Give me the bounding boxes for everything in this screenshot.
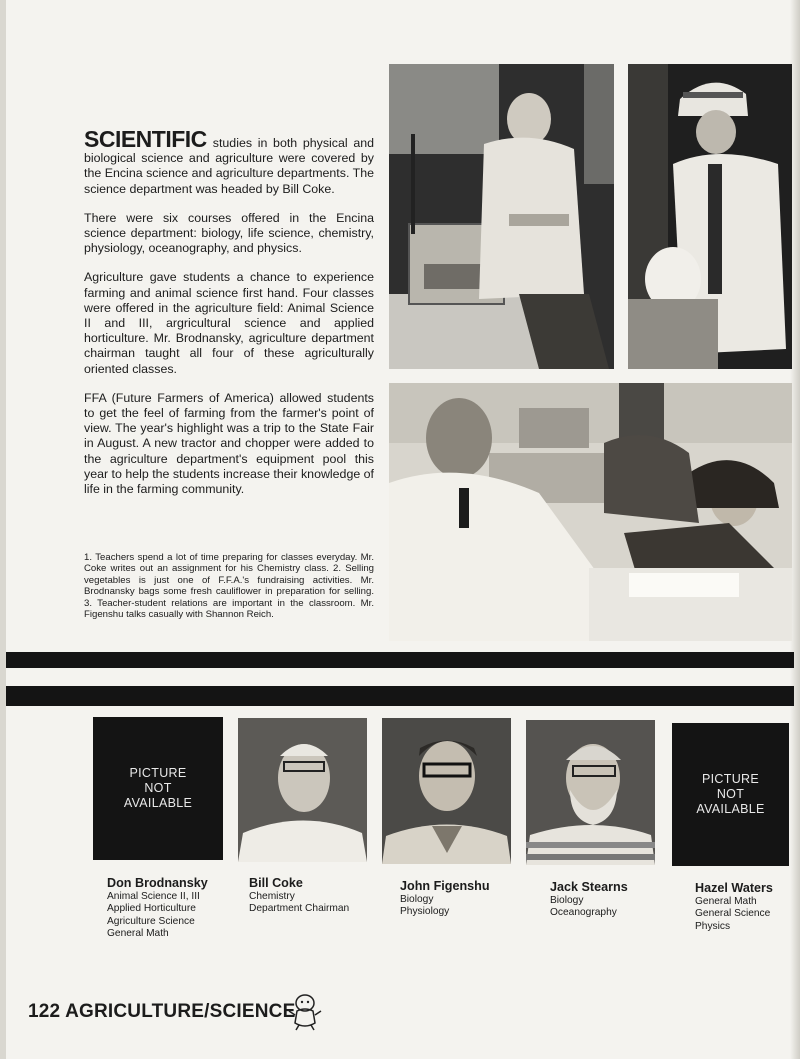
portrait-john-figenshu (382, 718, 511, 864)
article (84, 126, 374, 511)
portrait-bill-coke (238, 718, 367, 862)
portrait-jack-stearns (526, 720, 655, 865)
paragraph-3: Agriculture gave students a chance to experience farming and animal science first hand. Four classes were offered in the agriculture field: Animal Science II and III, argricultural science and applied horticulture. Mr. Brodnansky, agriculture department chairman taught all four of these agriculturally oriented classes. (84, 270, 374, 376)
staff-subject: Physiology (400, 906, 450, 918)
mascot-icon (287, 993, 323, 1031)
staff-subject: Animal Science II, III (107, 891, 200, 902)
paragraph-2: There were six courses offered in the Encina science department: biology, life science, chemistry, physiology, oceanography, and physics. (84, 210, 374, 256)
na-line: AVAILABLE (696, 802, 765, 816)
staff-subject: Agriculture Science (107, 915, 195, 927)
staff-subject: General Math (695, 896, 757, 907)
na-line: PICTURE (129, 766, 187, 780)
staff-name: Bill Coke (249, 876, 303, 890)
na-line: AVAILABLE (123, 796, 193, 810)
photo-teacher-writing (389, 64, 614, 369)
staff-subject: Biology (400, 894, 434, 905)
paragraph-4: FFA (Future Farmers of America) allowed students to get the feel of farming from the farmer's point of view. The year's highlight was a trip to the State Fair in August. A new tractor and chopper were added to the agriculture department's equipment pool this year to help the students increase their knowledge of life in the farming community. (84, 390, 374, 497)
divider-bar-bottom (6, 686, 794, 706)
staff-subject: General Science (695, 908, 771, 920)
photo-captions: 1. Teachers spend a lot of time preparing for classes everyday. Mr. Coke writes out an assignment for his Chemistry class. 2. Selling vegetables is just one of F.F.A.'s fundraising activities. Mr. Brodnansky bags some fresh cauliflower in preparation for selling. 3. Teacher-student relations are important in the classroom. Mr. Figenshu talks casually with Shannon Reich. (84, 552, 374, 621)
staff-subject: Applied Horticulture (107, 903, 196, 915)
divider-bar-top (6, 652, 794, 668)
staff-brodnansky (107, 876, 208, 941)
lead-word: SCIENTIFIC (84, 126, 207, 152)
photo-bagging-cauliflower (628, 64, 792, 369)
paragraph-1-text: studies in both physical and biological science and agriculture were covered by the Encina science and agriculture departments. The science department was headed by Bill Coke. (84, 136, 374, 196)
staff-subject: Chemistry (249, 891, 295, 902)
staff-name: Don Brodnansky (107, 876, 208, 890)
staff-stearns (550, 880, 628, 920)
staff-waters (695, 881, 773, 933)
photo-teacher-student (389, 383, 792, 641)
picture-not-available-waters (672, 723, 789, 866)
staff-subject: Physics (695, 920, 731, 932)
staff-name: Jack Stearns (550, 880, 628, 894)
picture-not-available-brodnansky (93, 717, 223, 860)
staff-subject: General Math (107, 928, 169, 940)
staff-coke (249, 876, 349, 916)
staff-subject: Biology (550, 895, 584, 906)
staff-figenshu (400, 879, 490, 919)
staff-subject: Department Chairman (249, 903, 350, 915)
page-gutter (0, 0, 6, 1059)
staff-subject: Oceanography (550, 907, 617, 919)
paragraph-1 (84, 126, 374, 197)
staff-name: John Figenshu (400, 879, 490, 893)
staff-name: Hazel Waters (695, 881, 773, 895)
na-line: NOT (144, 781, 172, 795)
page-folio: 122 AGRICULTURE/SCIENCE (28, 1001, 296, 1022)
na-line: NOT (716, 787, 745, 801)
na-line: PICTURE (702, 772, 759, 786)
